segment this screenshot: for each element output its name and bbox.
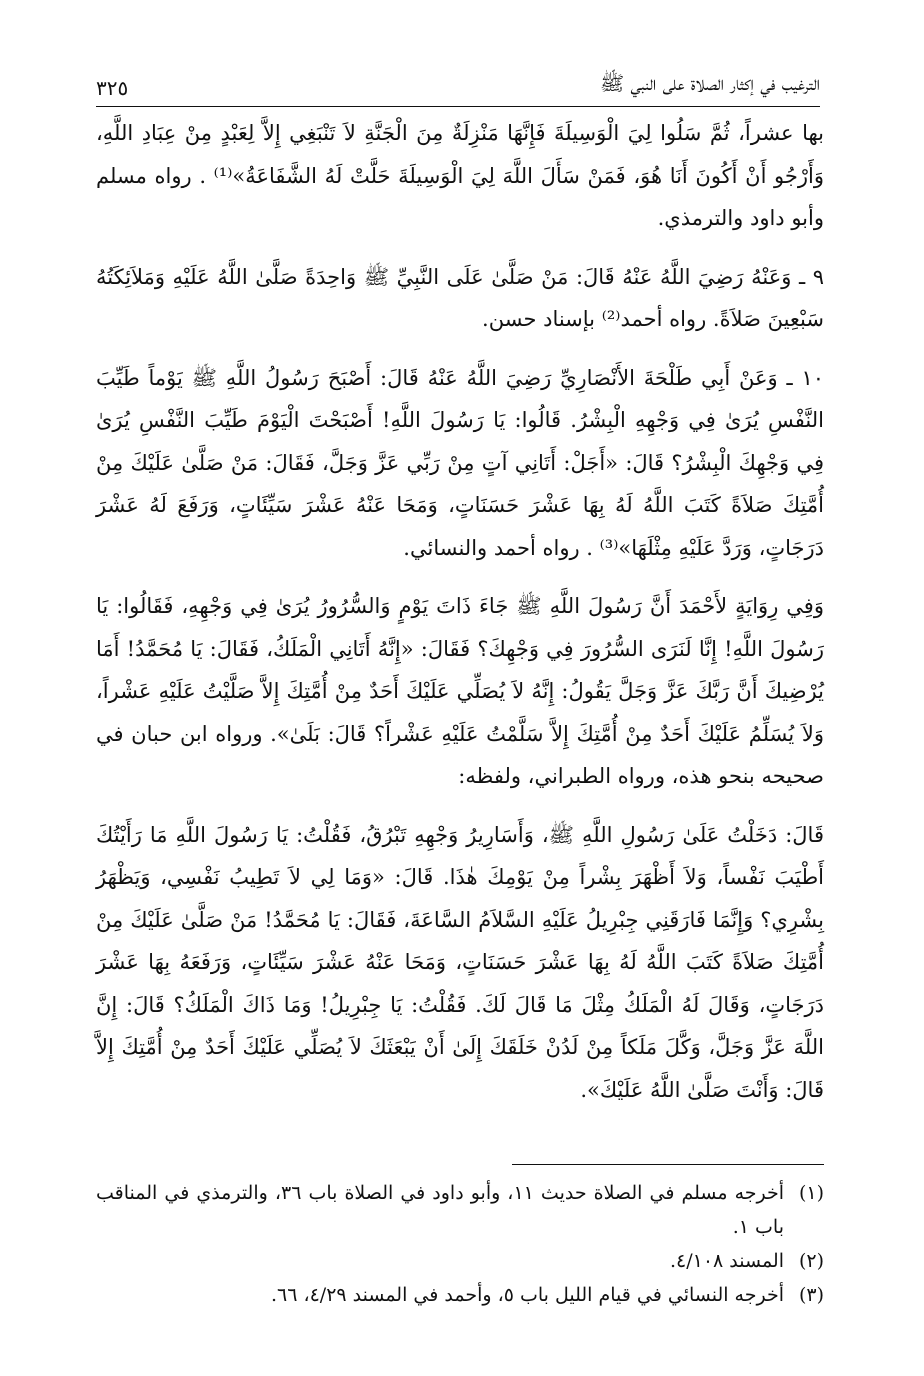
- hadith-9: ٩ ـ وَعَنْهُ رَضِيَ اللَّهُ عَنْهُ قَالَ: مَنْ صَلَّىٰ عَلَى النَّبِيِّ ﷺ وَاحِدَةً صَلَّىٰ اللَّهُ عَلَيْهِ وَمَلاَئِكَتُهُ سَبْعِينَ صَلاَةً. رواه أحمد⁽²⁾ بإسناد حسن.: [96, 264, 824, 331]
- hadith-10: ١٠ ـ وَعَنْ أَبِي طَلْحَةَ الأَنْصَارِيِّ رَضِيَ اللَّهُ عَنْهُ قَالَ: أَصْبَحَ رَسُولُ اللَّهِ ﷺ يَوْماً طَيِّبَ النَّفْسِ يُرَىٰ فِي وَجْهِهِ الْبِشْرُ. قَالُوا: يَا رَسُولَ اللَّهِ! أَصْبَحْتَ الْيَوْمَ طَيِّبَ النَّفْسِ يُرَىٰ فِي وَجْهِكَ الْبِشْرُ؟ قَالَ: «أَجَلْ: أَتَانِي آتٍ مِنْ رَبِّي عَزَّ وَجَلَّ، فَقَالَ: مَنْ صَلَّىٰ عَلَيْكَ مِنْ أُمَّتِكَ صَلاَةً كَتَبَ اللَّهُ لَهُ بِهَا عَشْرَ حَسَنَاتٍ، وَمَحَا عَنْهُ عَشْرَ سَيِّئَاتٍ، وَرَفَعَ لَهُ عَشْرَ دَرَجَاتٍ، وَرَدَّ عَلَيْهِ مِثْلَهَا»⁽³⁾ . رواه أحمد والنسائي.: [96, 365, 824, 560]
- footnotes: [96, 1176, 824, 1312]
- main-text: [96, 112, 824, 1111]
- footnote: [96, 1176, 824, 1244]
- footnote-text: أخرجه النسائي في قيام الليل باب ٥، وأحمد في المسند ٤/٢٩، ٦٦.: [270, 1284, 784, 1306]
- page-number: ٣٢٥: [96, 76, 129, 100]
- footnote-text: المسند ٤/١٠٨.: [669, 1250, 784, 1272]
- running-title: الترغيب في إكثار الصلاة على النبي ﷺ: [599, 71, 820, 95]
- paragraph: بها عشراً، ثُمَّ سَلُوا لِيَ الْوَسِيلَةَ فَإِنَّهَا مَنْزِلَةٌ مِنَ الْجَنَّةِ لاَ تَنْبَغِي إِلاَّ لِعَبْدٍ مِنْ عِبَادِ اللَّهِ، وَأَرْجُو أَنْ أَكُونَ أَنَا هُوَ، فَمَنْ سَأَلَ اللَّهَ لِيَ الْوَسِيلَةَ حَلَّتْ لَهُ الشَّفَاعَةُ»⁽¹⁾ . رواه مسلم وأبو داود والترمذي.: [96, 121, 825, 230]
- footnote: [96, 1244, 824, 1278]
- page-header: [96, 66, 820, 107]
- footnote: [96, 1278, 824, 1312]
- ahmad-narration: وَفِي رِوَايَةٍ لأَحْمَدَ أَنَّ رَسُولَ اللَّهِ ﷺ جَاءَ ذَاتَ يَوْمٍ وَالسُّرُورُ يُرَىٰ فِي وَجْهِهِ، فَقَالُوا: يَا رَسُولَ اللَّهِ! إِنَّا لَنَرَى السُّرُورَ فِي وَجْهِكَ؟ فَقَالَ: «إِنَّهُ أَتَانِي الْمَلَكُ، فَقَالَ: يَا مُحَمَّدُ! أَمَا يُرْضِيكَ أَنَّ رَبَّكَ عَزَّ وَجَلَّ يَقُولُ: إِنَّهُ لاَ يُصَلِّي عَلَيْكَ أَحَدٌ مِنْ أُمَّتِكَ إِلاَّ صَلَّيْتُ عَلَيْهِ عَشْراً، وَلاَ يُسَلِّمُ عَلَيْكَ أَحَدٌ مِنْ أُمَّتِكَ إِلاَّ سَلَّمْتُ عَلَيْهِ عَشْراً؟ قَالَ: بَلَىٰ». ورواه ابن حبان في صحيحه بنحو هذه، ورواه الطبراني، ولفظه:: [96, 594, 824, 788]
- tabarani-narration: قَالَ: دَخَلْتُ عَلَىٰ رَسُولِ اللَّهِ ﷺ، وَأَسَارِيرُ وَجْهِهِ تَبْرُقُ، فَقُلْتُ: يَا رَسُولَ اللَّهِ مَا رَأَيْتُكَ أَطْيَبَ نَفْساً، وَلاَ أَظْهَرَ بِشْراً مِنْ يَوْمِكَ هٰذَا. قَالَ: «وَمَا لِي لاَ تَطِيبُ نَفْسِي، وَيَظْهَرُ بِشْرِي؟ وَإِنَّمَا فَارَقَنِي جِبْرِيلُ عَلَيْهِ السَّلاَمُ السَّاعَةَ، فَقَالَ: يَا مُحَمَّدُ! مَنْ صَلَّىٰ عَلَيْكَ مِنْ أُمَّتِكَ صَلاَةً كَتَبَ اللَّهُ لَهُ بِهَا عَشْرَ حَسَنَاتٍ، وَمَحَا عَنْهُ عَشْرَ سَيِّئَاتٍ، وَرَفَعَهُ بِهَا عَشْرَ دَرَجَاتٍ، وَقَالَ لَهُ الْمَلَكُ مِثْلَ مَا قَالَ لَكَ. فَقُلْتُ: يَا جِبْرِيلُ! وَمَا ذَاكَ الْمَلَكُ؟ قَالَ: إِنَّ اللَّهَ عَزَّ وَجَلَّ، وَكَّلَ مَلَكاً مِنْ لَدُنْ خَلَقَكَ إِلَىٰ أَنْ يَبْعَثَكَ لاَ يُصَلِّي عَلَيْكَ أَحَدٌ مِنْ أُمَّتِكَ إِلاَّ قَالَ: وَأَنْتَ صَلَّىٰ اللَّهُ عَلَيْكَ».: [96, 822, 824, 1102]
- footnote-number: (١): [798, 1182, 824, 1204]
- footnote-number: (٢): [798, 1250, 824, 1272]
- footnote-number: (٣): [798, 1284, 824, 1306]
- footnote-text: أخرجه مسلم في الصلاة حديث ١١، وأبو داود في الصلاة باب ٣٦، والترمذي في المناقب باب ١.: [96, 1182, 785, 1238]
- footnote-divider: [512, 1164, 824, 1165]
